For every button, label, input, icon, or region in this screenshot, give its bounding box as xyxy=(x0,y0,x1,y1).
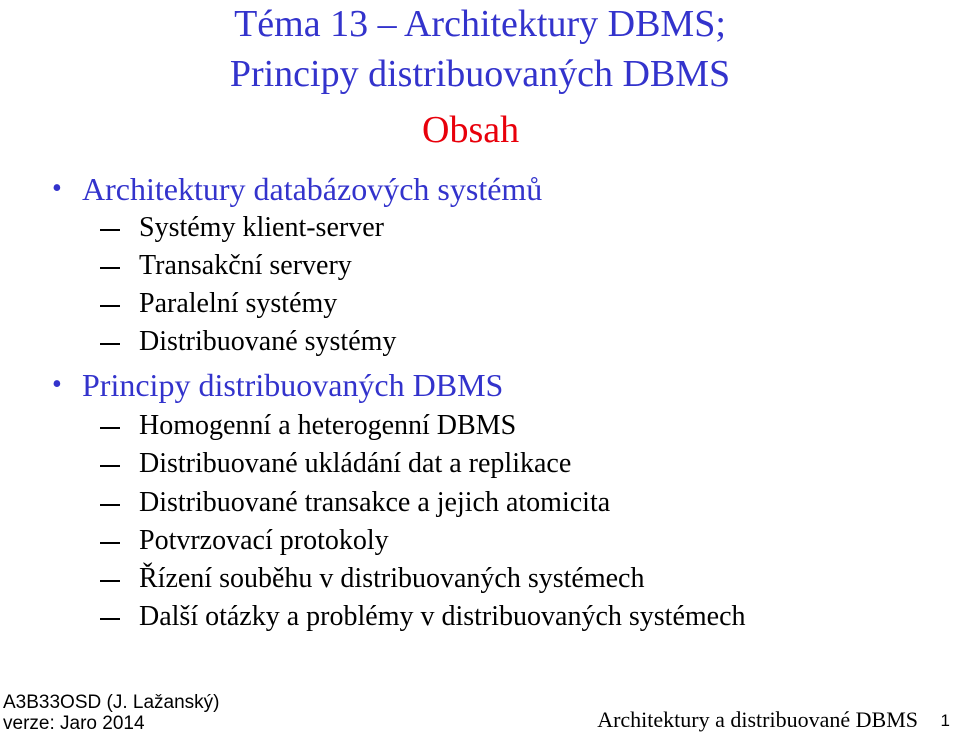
dash-icon xyxy=(100,618,120,620)
dash-icon xyxy=(100,343,120,345)
slide-title-line-2: Principy distribuovaných DBMS xyxy=(229,53,731,95)
dash-icon xyxy=(100,267,120,269)
dash-icon xyxy=(100,465,120,467)
dash-icon xyxy=(100,542,120,544)
outline-item-label: Distribuované ukládání dat a replikace xyxy=(139,448,572,479)
outline-item-label: Potvrzovací protokoly xyxy=(139,525,389,556)
dash-icon xyxy=(100,229,120,231)
bullet-icon: • xyxy=(52,369,62,400)
outline-item-label: Další otázky a problémy v distribuovaných systémech xyxy=(139,601,746,632)
outline-section-label: Architektury databázových systémů xyxy=(82,171,543,207)
outline-item-label: Distribuované transakce a jejich atomicita xyxy=(139,487,611,518)
outline-item-label: Transakční servery xyxy=(139,250,352,281)
outline-item-label: Řízení souběhu v distribuovaných systémech xyxy=(139,563,645,594)
footer-course: A3B33OSD (J. Lažanský) xyxy=(3,692,220,713)
dash-icon xyxy=(100,504,120,506)
slide-title-line-1: Téma 13 – Architektury DBMS; xyxy=(234,3,726,45)
dash-icon xyxy=(100,305,120,307)
outline-section-label: Principy distribuovaných DBMS xyxy=(82,367,504,403)
slide-subtitle: Obsah xyxy=(422,109,520,151)
dash-icon xyxy=(100,427,120,429)
outline-item-label: Homogenní a heterogenní DBMS xyxy=(139,410,517,441)
dash-icon xyxy=(100,580,120,582)
outline-item-label: Distribuované systémy xyxy=(139,326,397,357)
page-number: 1 xyxy=(940,711,950,730)
bullet-icon: • xyxy=(52,173,62,204)
footer-topic: Architektury a distribuované DBMS xyxy=(597,707,918,732)
footer-version: verze: Jaro 2014 xyxy=(3,713,145,734)
outline-item-label: Systémy klient-server xyxy=(139,212,384,243)
outline-item-label: Paralelní systémy xyxy=(139,288,338,319)
